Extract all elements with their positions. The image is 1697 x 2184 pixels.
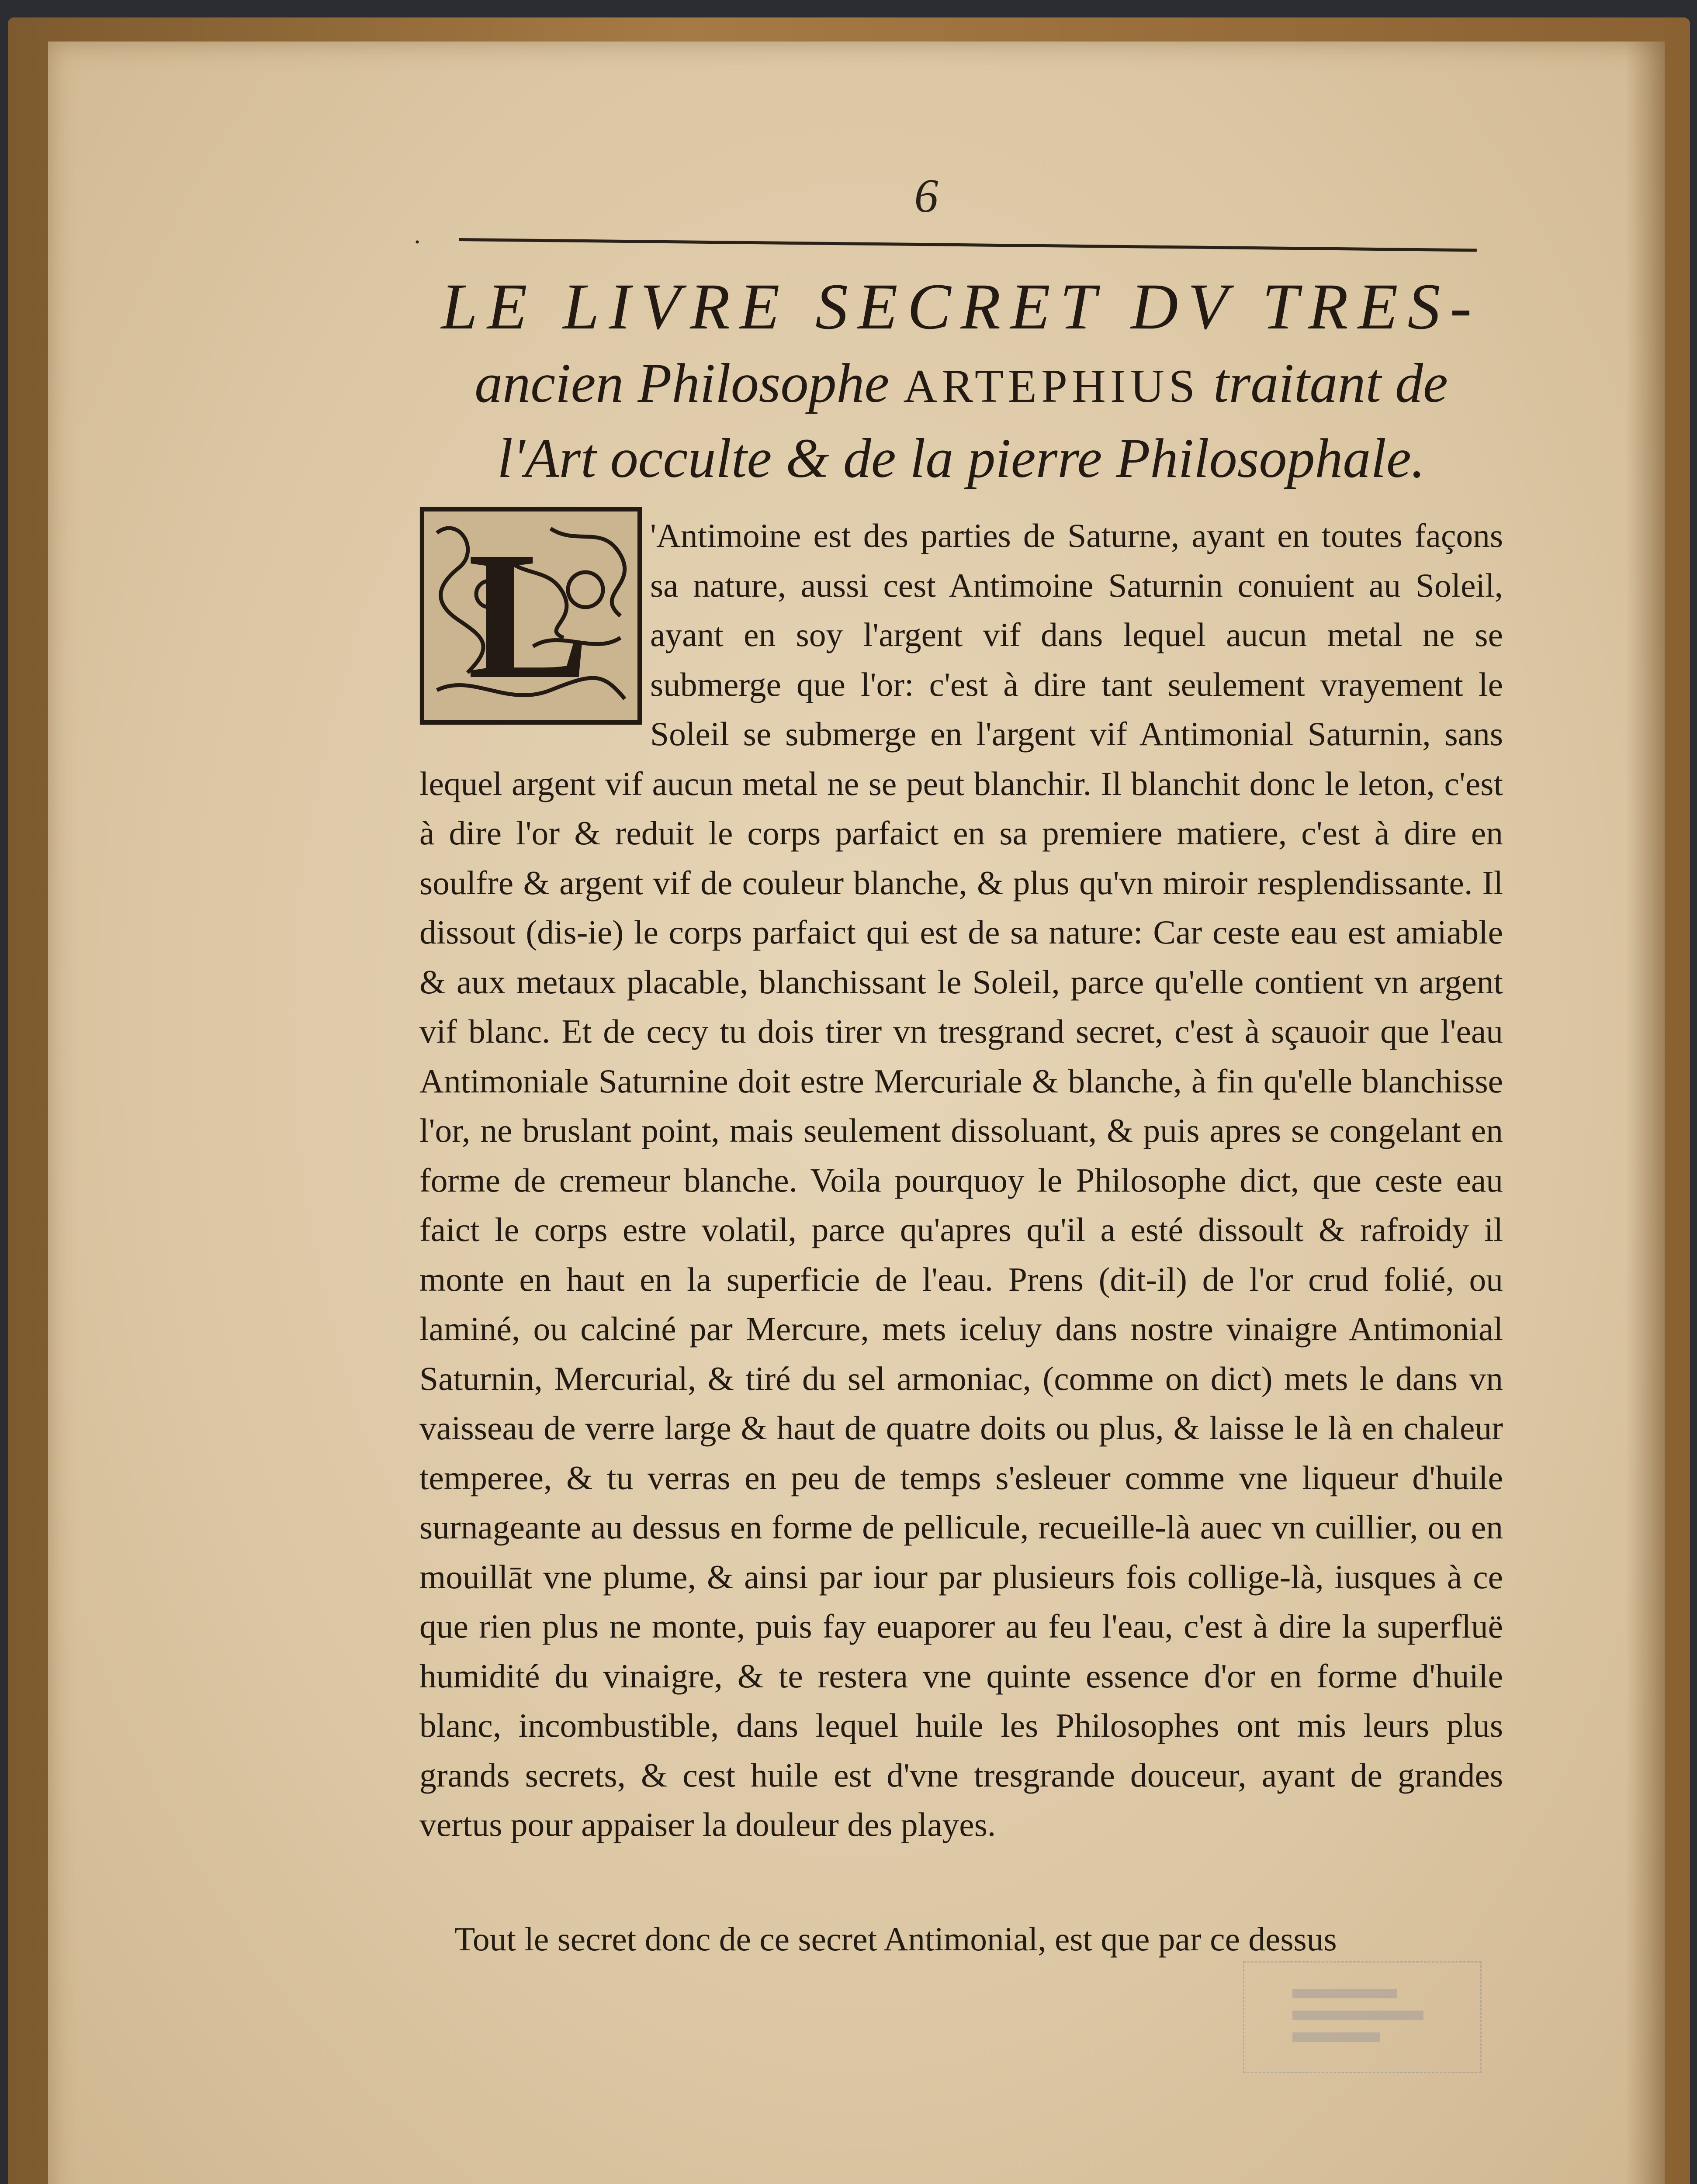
title-line-2-a: ancien Philosophe — [474, 352, 904, 414]
title-author: ARTEPHIUS — [903, 360, 1199, 412]
header-ornament: · — [413, 228, 422, 256]
title-line-2-b: traitant de — [1199, 352, 1448, 414]
stamp-mark — [1292, 2032, 1380, 2042]
title-line-2 — [393, 347, 1529, 422]
stamp-mark — [1292, 1989, 1397, 1998]
stamp-mark — [1292, 2011, 1423, 2020]
library-stamp — [1243, 1961, 1482, 2073]
body-text — [419, 511, 1503, 1850]
body-paragraph: 'Antimoine est des parties de Saturne, ayant en toutes façons sa nature, aussi cest Antimoine Saturnin conuient au Soleil, ayant en soy l'argent vif dans lequel aucun metal ne se submerge que l'or: c'est à dire tant seulement vrayement le Soleil se submerge en l'argent vif Antimonial Saturnin, sans lequel argent vif aucun metal ne se peut blanchir. Il blanchit donc le leton, c'est à dire l'or & reduit le corps parfaict en sa premiere matiere, c'est à dire en soulfre & argent vif de couleur blanche, & plus qu'vn miroir resplendissante. Il dissout (dis-ie) le corps parfaict qui est de sa nature: Car ceste eau est amiable & aux metaux placable, blanchissant le Soleil, parce qu'elle contient vn argent vif blanc. Et de cecy tu dois tirer vn tresgrand secret, c'est à sçauoir que l'eau Antimoniale Saturnine doit estre Mercuriale & blanche, à fin qu'elle blanchisse l'or, ne bruslant point, mais seulement dissoluant, & puis apres se congelant en forme de cremeur blanche. Voila pourquoy le Philosophe dict, que ceste eau faict le corps estre volatil, parce qu'apres qu'il a esté dissoult & rafroidy il monte en haut en la superficie de l'eau. Prens (dit-il) de l'or crud folié, ou laminé, ou calciné par Mercure, mets iceluy dans nostre vinaigre Antimonial Saturnin, Mercurial, & tiré du sel armoniac, (comme on dict) mets le dans vn vaisseau de verre large & haut de quatre doits ou plus, & laisse le là en chaleur temperee, & tu verras en peu de temps s'esleuer comme vne liqueur d'huile surnageante au dessus en forme de pellicule, recueille-là auec vn cuillier, ou en mouillāt vne plume, & ainsi par iour par plusieurs fois collige-là, iusques à ce que rien plus ne monte, puis fay euaporer au feu l'eau, c'est à dire la superfluë humidité du vinaigre, & te restera vne quinte essence d'or en forme d'huile blanc, incombustible, dans lequel huile les Philosophes ont mis leurs plus grands secrets, & cest huile est d'vne tresgrande douceur, ayant de grandes vertus pour appaiser la douleur des playes. — [419, 517, 1503, 1843]
title-line-1: LE LIVRE SECRET DV TRES- — [441, 270, 1482, 343]
page-edge — [1625, 41, 1665, 2184]
body-continuation: Tout le secret donc de ce secret Antimonial, est que par ce dessus — [454, 1920, 1337, 1958]
page-title — [393, 266, 1529, 494]
page-number: 6 — [914, 169, 939, 222]
initial-space — [419, 511, 647, 710]
initial-letter: L — [467, 514, 590, 717]
title-line-3: l'Art occulte & de la pierre Philosophale. — [497, 427, 1425, 489]
